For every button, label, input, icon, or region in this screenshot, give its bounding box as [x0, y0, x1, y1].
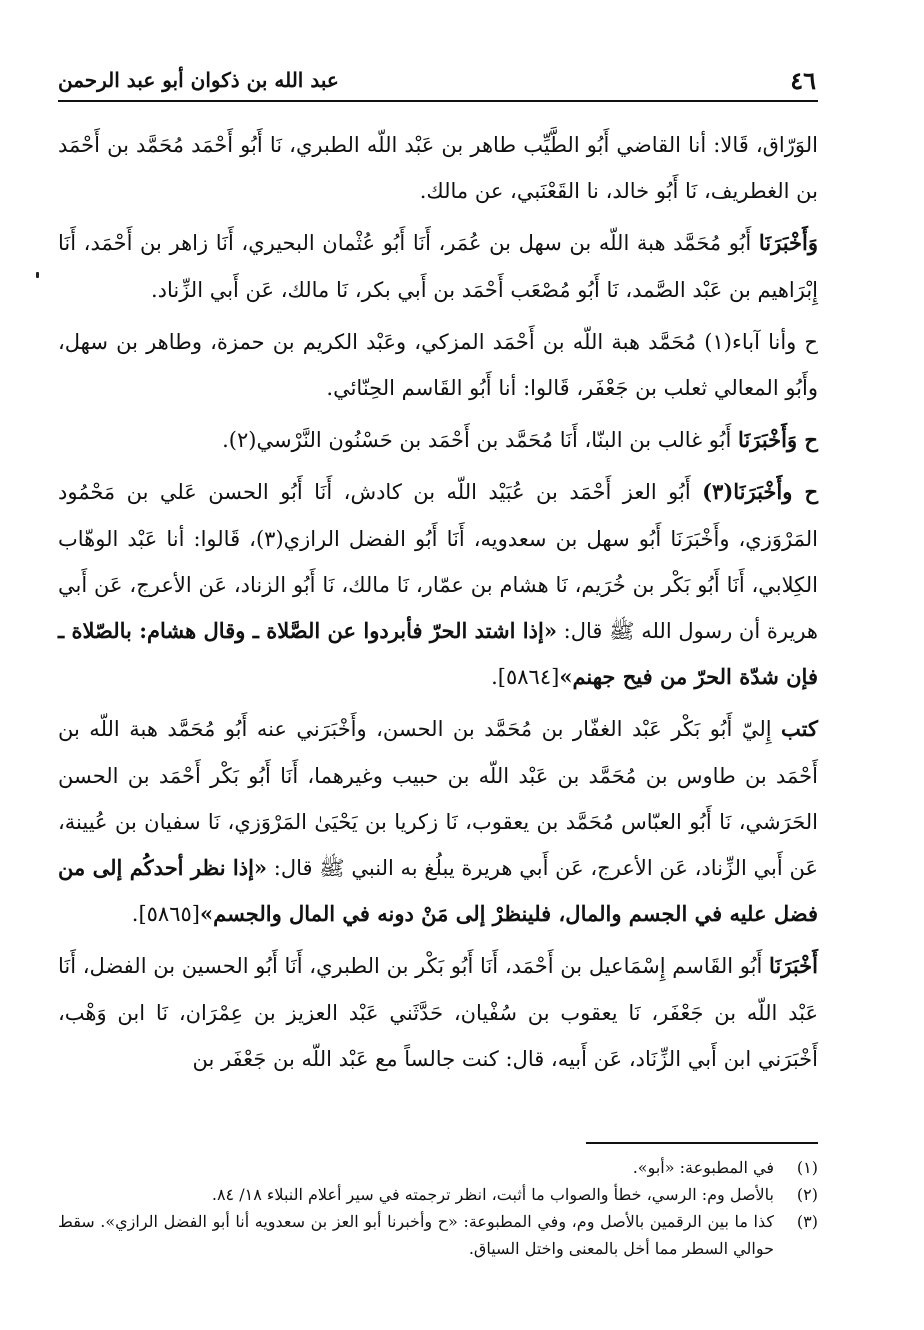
main-text [58, 122, 818, 1088]
paragraph-3-text: ح وأنا آباء(١) مُحَمَّد هبة اللّه بن أَحْمَد المزكي، وعَبْد الكريم بن حمزة، وطاهر بن سهل، وأَبُو المعالي ثعلب بن جَعْفَر، قَالوا: أنا أَبُو القَاسم الحِنّائي. [58, 329, 818, 401]
paragraph-1-text: الوَرّاق، قَالا: أنا القاضي أَبُو الطَّيِّب طاهر بن عَبْد اللّه الطبري، نَا أَبُو أَحْمَد مُحَمَّد بن أَحْمَد بن الغطريف، نَا أَبُو خالد، نا القَعْنَبي، عن مالك. [58, 133, 818, 204]
paragraph-3 [58, 319, 818, 411]
footnotes [58, 1154, 818, 1262]
hadith-text: «إذا اشتد الحرّ فأبردوا عن الصَّلاة ـ وقال هشام: بالصّلاة ـ فإن شدّة الحرّ من فيح جهنم» [58, 618, 818, 690]
hadith-text: «إذا نظر أحدكُم إلى من فضل عليه في الجسم والمال، فلينظرْ إلى مَنْ دونه في المال والجسم» [58, 855, 818, 927]
paragraph-2 [58, 220, 818, 312]
paragraph-4-text: أَبُو غالب بن البنّا، أَنَا مُحَمَّد بن أَحْمَد بن حَسْنُون النَّرْسي(٢). [222, 428, 738, 453]
footnote-text: في المطبوعة: «أبو». [632, 1158, 774, 1177]
scan-speck [36, 272, 39, 278]
footnote-text: بالأصل وم: الرسي، خطأ والصواب ما أثبت، انظر ترجمته في سير أعلام النبلاء ١٨/ ٨٤. [211, 1185, 774, 1204]
paragraph-1 [58, 122, 818, 214]
isnad-lead-word: ح وَأَخْبَرَنَا [738, 427, 818, 453]
footnote [58, 1208, 818, 1262]
footnote [58, 1181, 818, 1208]
footnote-number: (٢) [796, 1185, 818, 1204]
paragraph-2-text: أَبُو مُحَمَّد هبة اللّه بن سهل بن عُمَر، أَنَا أَبُو عُثْمان البحيري، أَنَا زاهر بن أَحْمَد، أَنَا إِبْرَاهيم بن عَبْد الصَّمد، نَا أَبُو مُصْعَب أَحْمَد بن أَبي بكر، نَا مالك، عَن أَبي الزِّناد. [58, 231, 818, 302]
paragraph-5 [58, 469, 818, 700]
footnote-text: كذا ما بين الرقمين بالأصل وم، وفي المطبوعة: «ح وأخبرنا أبو العز بن سعدويه أنا أبو الفضل الرازي». سقط حوالي السطر مما أخل بالمعنى واختل السياق. [58, 1212, 775, 1258]
paragraph-6-text: إِليّ أَبُو بَكْر عَبْد الغفّار بن مُحَمَّد بن الحسن، وأَخْبَرَني عنه أَبُو مُحَمَّد هبة اللّه بن أَحْمَد بن طاوس بن مُحَمَّد بن عَبْد اللّه بن حبيب وغيرهما، أَنَا أَبُو بَكْر أَحْمَد بن الحسن الحَرَشي، نَا أَبُو العبّاس مُحَمَّد بن يعقوب، نَا زكريا بن يَحْيَىٰ المَرْوَزي، نَا سفيان بن عُيينة، عَن أَبي الزِّناد، عَن الأعرج، عَن أَبي هريرة يبلُغ به النبي ﷺ قال: [58, 717, 818, 881]
isnad-lead-word: ح وأَخْبَرَنَا(٣) [702, 479, 818, 505]
hadith-reference: [٥٨٦٥]. [131, 902, 200, 927]
book-page [58, 64, 818, 1304]
header-rule [58, 100, 818, 102]
footnote-number: (١) [796, 1158, 818, 1177]
footnote-rule [586, 1142, 818, 1144]
running-title: عبد الله بن ذكوان أبو عبد الرحمن [58, 68, 339, 92]
page-header [58, 64, 818, 102]
isnad-lead-word: وَأَخْبَرَنَا [758, 230, 818, 256]
paragraph-6 [58, 706, 818, 937]
page-number: ٤٦ [790, 66, 816, 95]
hadith-reference: [٥٨٦٤]. [491, 665, 560, 690]
paragraph-7 [58, 943, 818, 1082]
footnote [58, 1154, 818, 1181]
paragraph-7-text: أَبُو القَاسم إِسْمَاعيل بن أَحْمَد، أَنَا أَبُو بَكْر بن الطبري، أَنَا أَبُو الحسين بن الفضل، أَنَا عَبْد اللّه بن جَعْفَر، نَا يعقوب بن سُفْيان، حَدَّثَني عَبْد العزيز بن عِمْرَان، نَا ابن وَهْب، أَخْبَرَني ابن أَبي الزِّنَاد، عَن أَبيه، قال: كنت جالساً مع عَبْد اللّه بن جَعْفَر بن [58, 954, 818, 1071]
footnote-number: (٣) [796, 1212, 818, 1231]
isnad-lead-word: أَخْبَرَنَا [769, 953, 818, 979]
paragraph-5-text: أَبُو العز أَحْمَد بن عُبَيْد اللّه بن كادش، أَنَا أَبُو الحسن عَلي بن مَحْمُود المَرْوَزي، وأَخْبَرَنَا أَبُو سهل بن سعدويه، أَنَا أَبُو الفضل الرازي(٣)، قَالوا: أنا عَبْد الوهّاب الكِلابي، أَنَا أَبُو بَكْر بن خُرَيم، نَا هشام بن عمّار، نَا مالك، نَا أَبُو الزناد، عَن الأعرج، عَن أَبي هريرة أن رسول الله ﷺ قال: [58, 480, 818, 644]
paragraph-4 [58, 417, 818, 463]
isnad-lead-word: كتب [781, 716, 818, 742]
